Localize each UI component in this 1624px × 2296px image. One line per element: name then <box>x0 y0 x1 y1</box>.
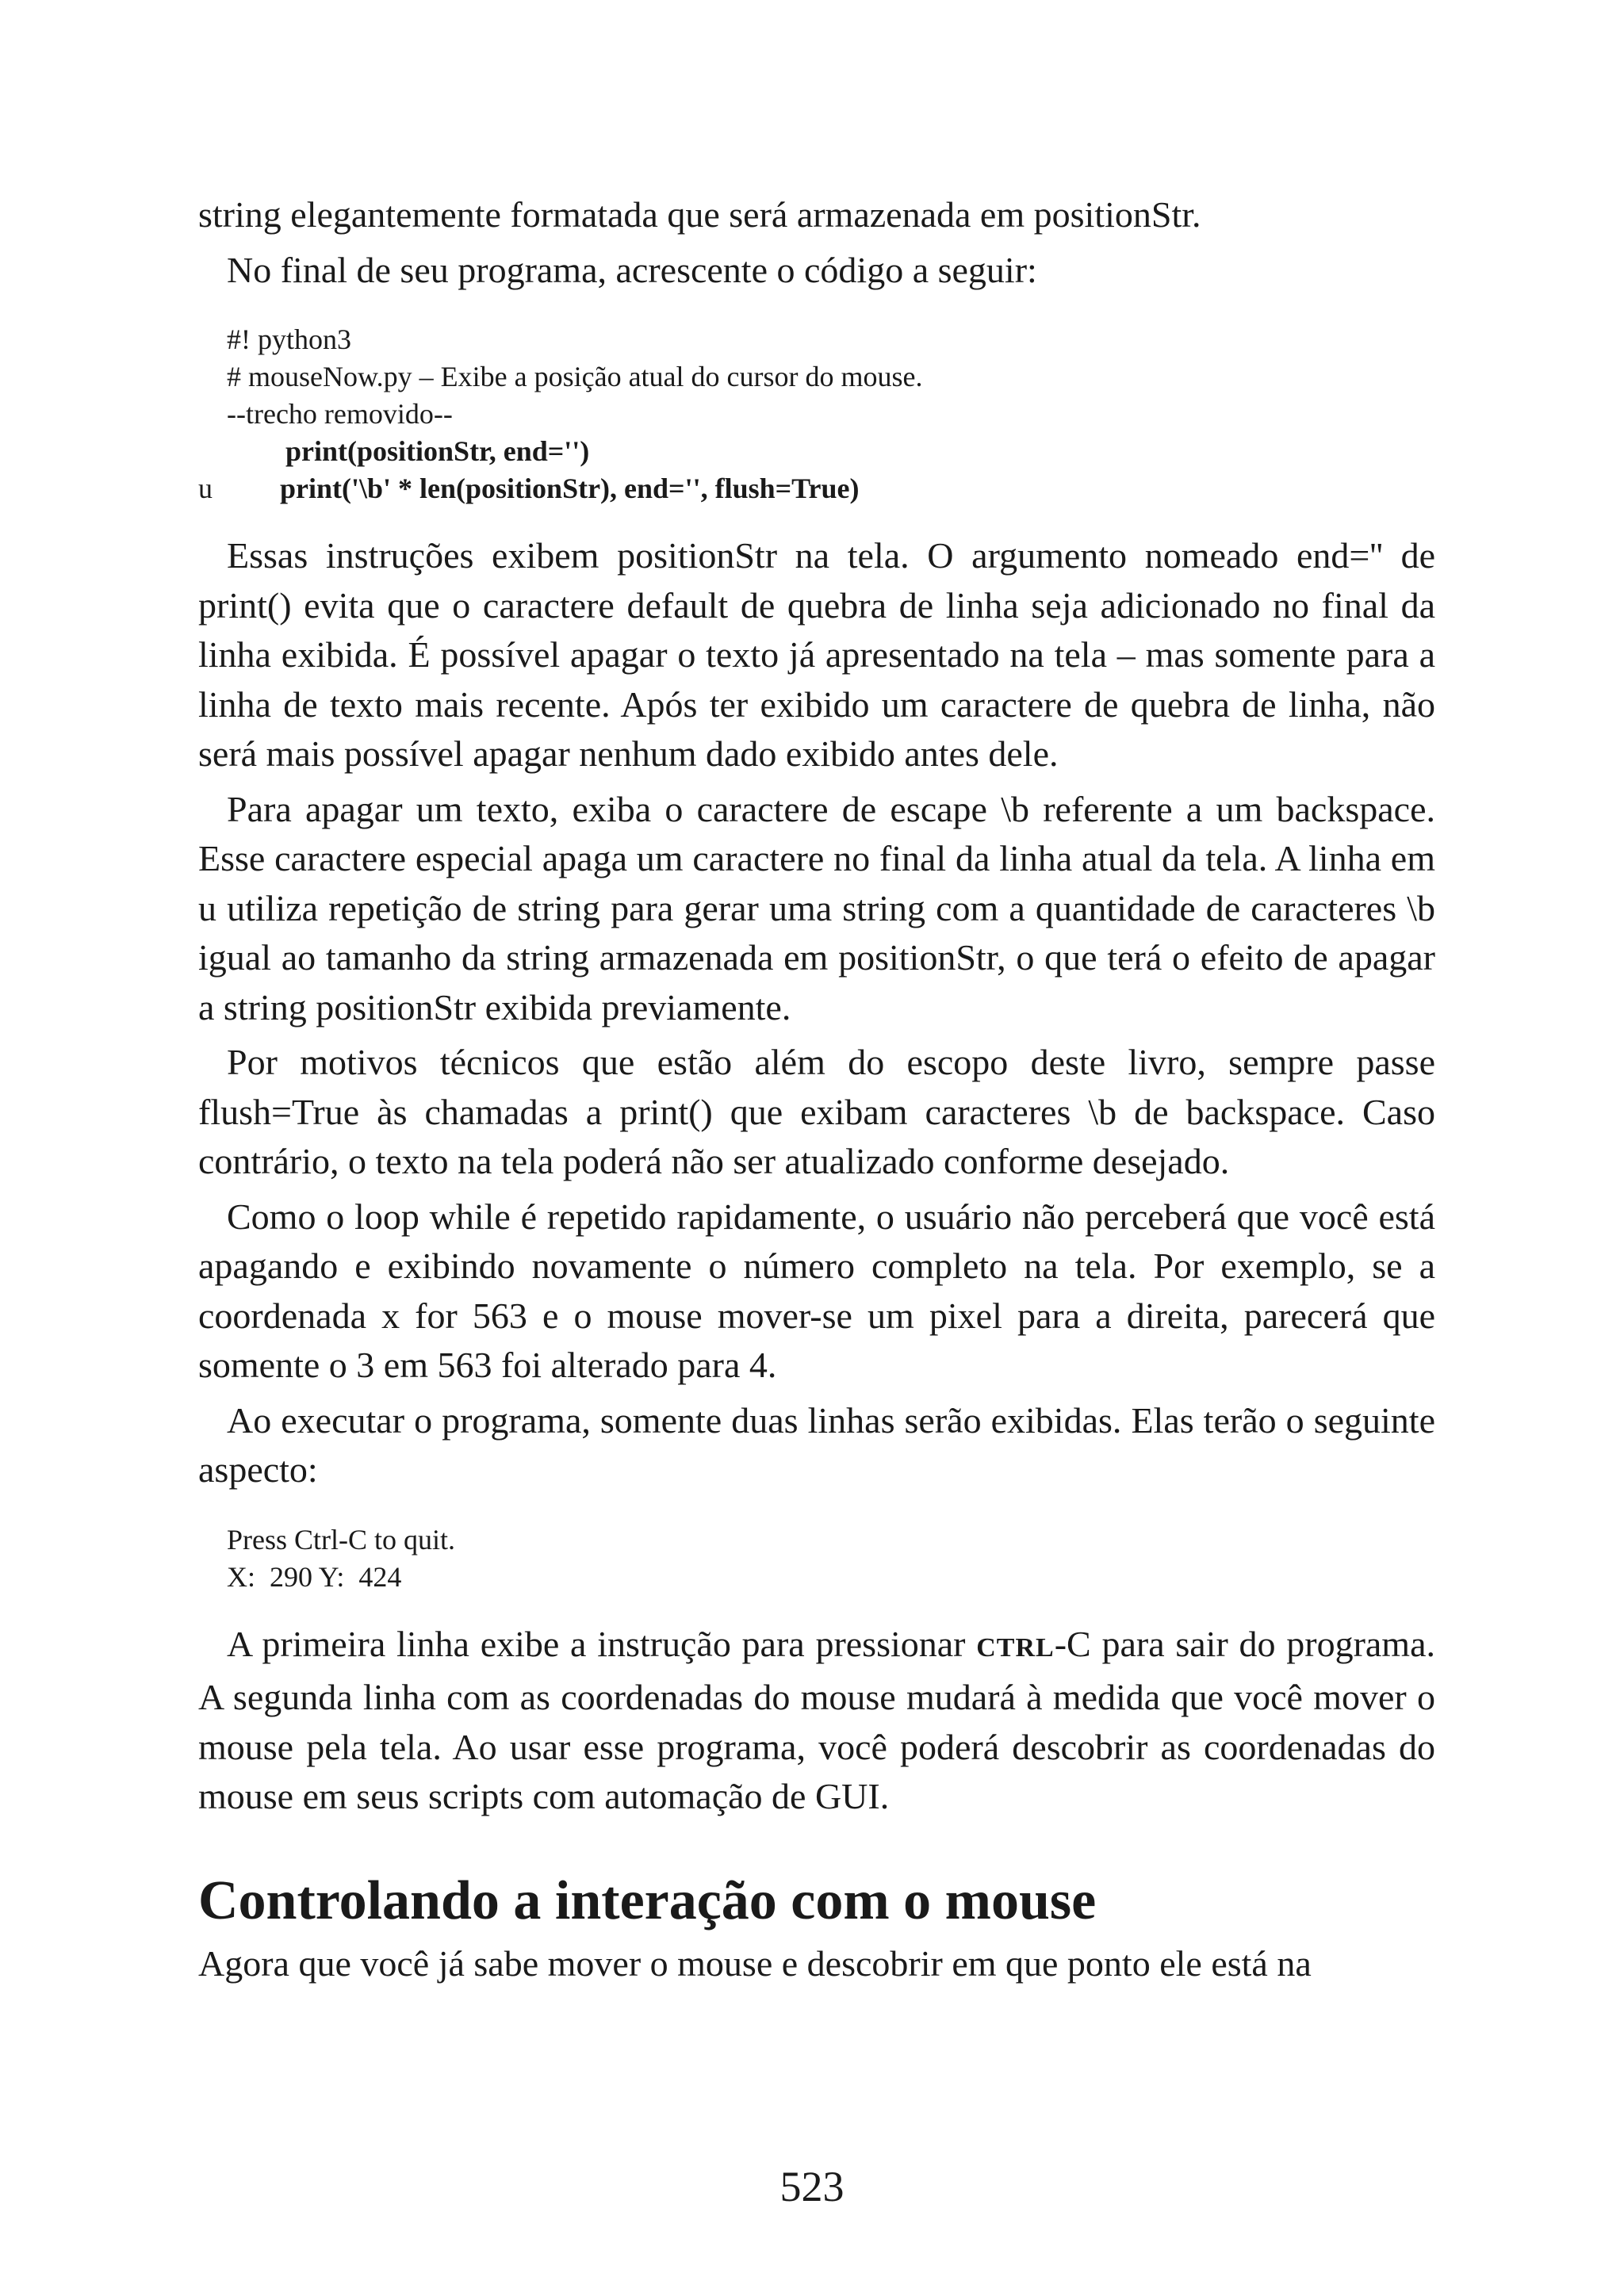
code-line-3: --trecho removido-- <box>227 398 453 430</box>
paragraph-backspace: Para apagar um texto, exiba o caractere de escape \b referente a um backspace. Esse caractere especial apaga um caractere no final da linha atual da tela. A linha em u utiliza repetição de string para gerar uma string com a quantidade de caracteres \b igual ao tamanho da string armazenada em positionStr, o que terá o efeito de apagar a string positionStr exibida previamente. <box>198 788 1435 1027</box>
ctrl-key-label: CTRL <box>976 1632 1055 1663</box>
code-listing-mousenow <box>198 321 1435 507</box>
paragraph-output-intro: Ao executar o programa, somente duas linhas serão exibidas. Elas terão o seguinte aspecto: <box>198 1399 1435 1490</box>
code-line-1: #! python3 <box>227 323 351 355</box>
code-marker-u: u <box>198 473 213 504</box>
code-line-5-wrapper <box>198 470 1435 507</box>
paragraph-section-start: Agora que você já sabe mover o mouse e descobrir em que ponto ele está na <box>198 1942 1312 1984</box>
code-output-sample <box>227 1521 1435 1596</box>
paragraph-flush: Por motivos técnicos que estão além do escopo deste livro, sempre passe flush=True às chamadas a print() que exibam caracteres \b de backspace. Caso contrário, o texto na tela poderá não ser atualizado conforme desejado. <box>198 1042 1435 1181</box>
p6-text-after: -C para sair do programa. A segunda linha com as coordenadas do mouse mudará à medida que você mover o mouse pela tela. Ao usar esse programa, você poderá descobrir as coordenadas do mouse em seus scripts com automação de GUI. <box>198 1623 1435 1816</box>
paragraph-while-loop: Como o loop while é repetido rapidamente, o usuário não perceberá que você está apagando e exibindo novamente o número completo na tela. Por exemplo, se a coordenada x for 563 e o mouse mover-se um pixel para a direita, parecerá que somente o 3 em 563 foi alterado para 4. <box>198 1196 1435 1385</box>
paragraph-continued: string elegantemente formatada que será armazenada em positionStr. <box>198 194 1201 235</box>
paragraph-code-intro: No final de seu programa, acrescente o código a seguir: <box>227 249 1037 290</box>
p6-text-before: A primeira linha exibe a instrução para pressionar <box>227 1623 977 1664</box>
page-body <box>198 190 1435 1988</box>
code-line-4: print(positionStr, end='') <box>285 435 590 467</box>
page-number: 523 <box>779 2163 845 2210</box>
output-line-1: Press Ctrl-C to quit. <box>227 1523 456 1556</box>
section-heading: Controlando a interação com o mouse <box>198 1869 1097 1931</box>
code-line-2: # mouseNow.py – Exibe a posição atual do cursor do mouse. <box>227 361 923 392</box>
code-line-5: print('\b' * len(positionStr), end='', flush=True) <box>280 473 860 504</box>
paragraph-output-explained <box>198 1620 1435 1822</box>
paragraph-end-argument: Essas instruções exibem positionStr na tela. O argumento nomeado end='' de print() evita que o caractere default de quebra de linha seja adicionado no final da linha exibida. É possível apagar o texto já apresentado na tela – mas somente para a linha de texto mais recente. Após ter exibido um caractere de quebra de linha, não será mais possível apagar nenhum dado exibido antes dele. <box>198 535 1435 774</box>
output-line-2: X: 290 Y: 424 <box>227 1560 402 1593</box>
